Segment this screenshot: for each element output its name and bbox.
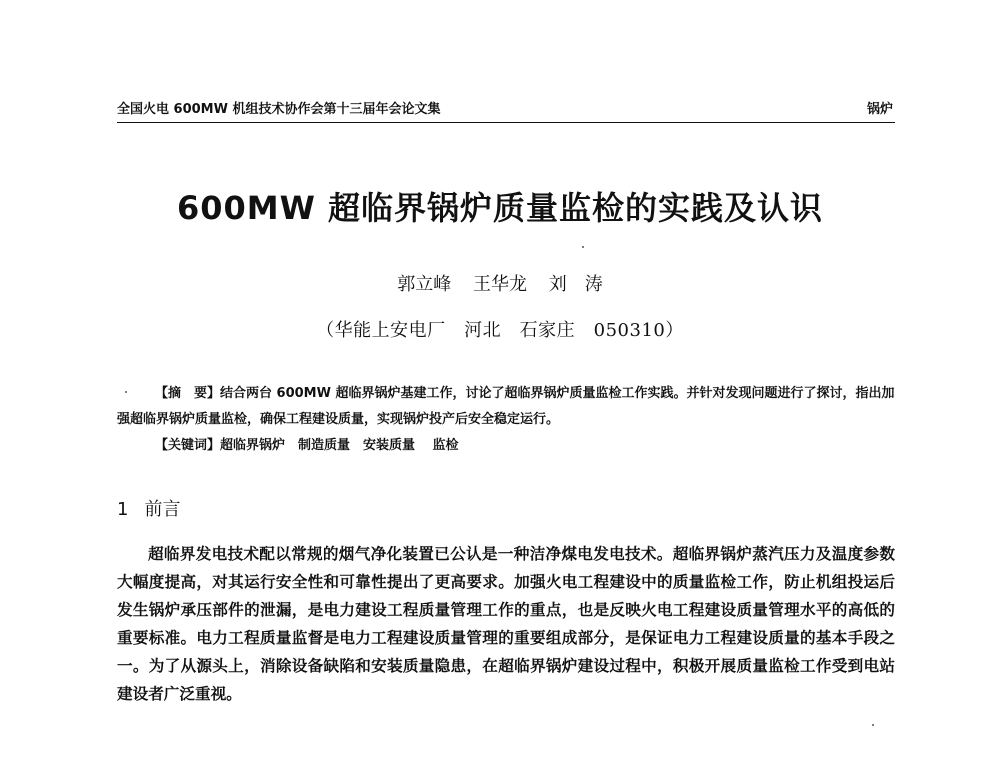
running-header — [117, 100, 895, 123]
scan-speck — [582, 246, 584, 248]
author-name: 郭立峰 — [397, 274, 452, 295]
abstract-paragraph — [117, 381, 897, 433]
section-heading — [117, 497, 180, 523]
keywords-label: 【关键词】 — [155, 438, 221, 453]
author-name: 刘 涛 — [548, 274, 603, 295]
author-affiliation: （华能上安电厂 河北 石家庄 050310） — [316, 320, 684, 341]
section-number: 1 — [117, 499, 129, 520]
paper-title: 600MW 超临界锅炉质量监检的实践及认识 — [176, 189, 824, 227]
keywords-paragraph — [117, 433, 897, 459]
abstract-text: 结合两台 600MW 超临界锅炉基建工作，讨论了超临界锅炉质量监检工作实践。并针对发现问题进行了探讨，指出加强超临界锅炉质量监检，确保工程建设质量，实现锅炉投产后安全稳定运行。 — [117, 386, 895, 427]
body-paragraph: 超临界发电技术配以常规的烟气净化装置已公认是一种洁净煤电发电技术。超临界锅炉蒸汽压力及温度参数大幅度提高，对其运行安全性和可靠性提出了更高要求。加强火电工程建设中的质量监检工作，防止机组投运后发生锅炉承压部件的泄漏，是电力建设工程质量管理工作的重点，也是反映火电工程建设质量管理水平的高低的重要标准。电力工程质量监督是电力工程建设质量管理的重要组成部分，是保证电力工程建设质量的基本手段之一。为了从源头上，消除设备缺陷和安装质量隐患，在超临界锅炉建设过程中，积极开展质量监检工作受到电站建设者广泛重视。 — [117, 544, 895, 703]
body-text — [117, 540, 895, 708]
author-list — [0, 272, 1000, 298]
author-name: 王华龙 — [473, 274, 527, 295]
scan-speck — [872, 724, 874, 726]
scan-speck — [125, 391, 127, 393]
abstract-block — [117, 381, 897, 459]
keywords-text: 超临界锅炉 制造质量 安装质量 监检 — [220, 438, 459, 453]
section-title: 前言 — [144, 499, 181, 520]
header-proceedings-title: 全国火电 600MW 机组技术协作会第十三届年会论文集 — [117, 102, 441, 117]
header-section-label: 锅炉 — [866, 102, 893, 117]
abstract-label: 【摘 要】 — [155, 386, 221, 401]
